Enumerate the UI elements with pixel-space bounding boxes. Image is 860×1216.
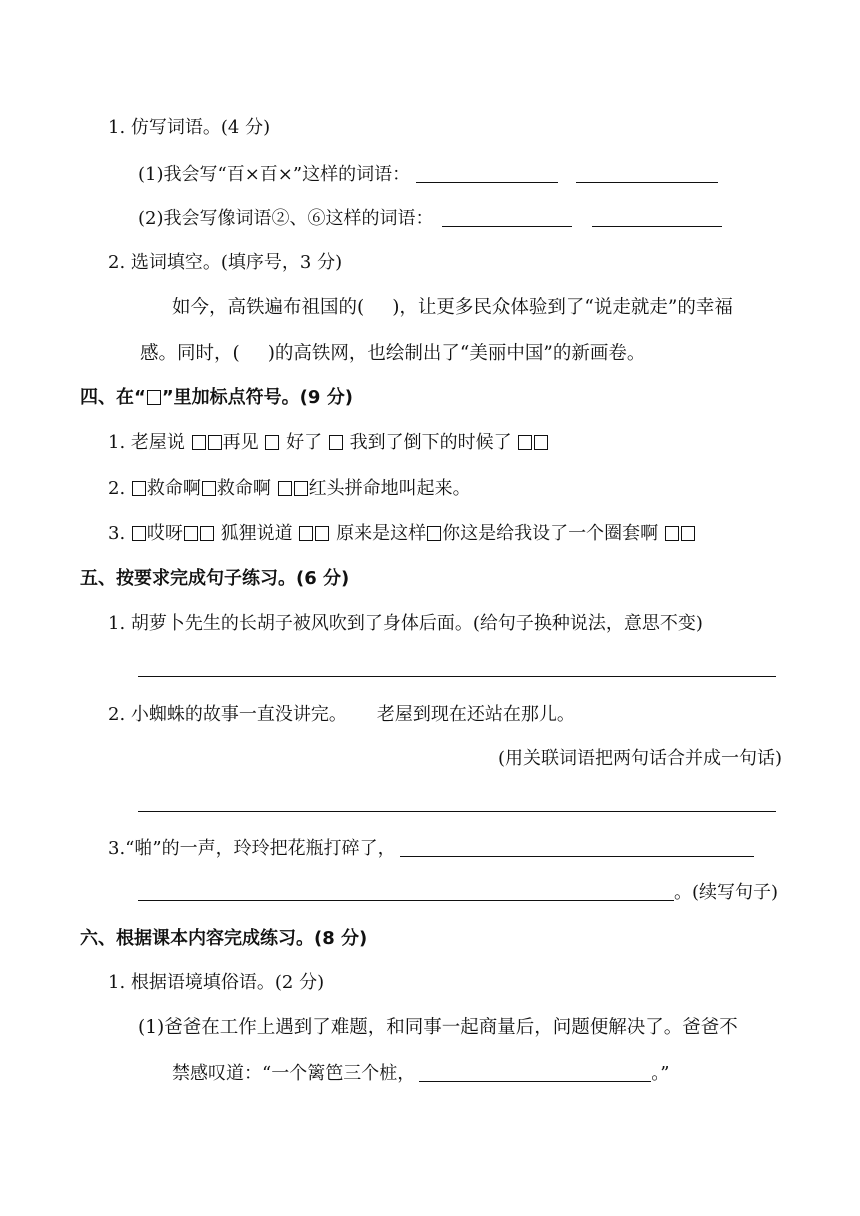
q1-part1 <box>138 162 718 188</box>
sentence-text: 。” <box>651 1063 670 1084</box>
punct-box[interactable] <box>665 526 679 541</box>
sec6-p1-line2 <box>172 1061 669 1087</box>
punct-box[interactable] <box>265 435 279 450</box>
sentence-text: 再见 <box>222 432 259 453</box>
sentence-text: 禁感叹道：“一个篱笆三个桩， <box>172 1063 416 1084</box>
punct-box[interactable] <box>681 526 695 541</box>
sentence-text: 原来是这样 <box>336 523 427 544</box>
answer-blank[interactable] <box>138 882 674 901</box>
sentence-text: 。(续写句子) <box>674 882 779 903</box>
q2-title: 2. 选词填空。(填序号，3 分) <box>108 252 343 273</box>
sentence-text: 好了 <box>286 432 323 453</box>
answer-blank[interactable] <box>576 164 718 183</box>
q2-text: 如今，高铁遍布祖国的( <box>172 297 365 318</box>
section-4-title-a: 四、在“ <box>80 387 146 408</box>
sec4-sentence-1 <box>108 430 549 456</box>
sentence-text: 3.“啪”的一声，玲玲把花瓶打碎了， <box>108 838 396 859</box>
q1-part2-label: (2)我会写像词语②、⑥这样的词语： <box>138 208 434 229</box>
punct-box[interactable] <box>132 526 146 541</box>
punct-box[interactable] <box>192 435 206 450</box>
answer-blank[interactable] <box>400 838 754 857</box>
punct-box[interactable] <box>315 526 329 541</box>
sec4-sentence-3 <box>108 521 696 547</box>
q1-part1-label: (1)我会写“百×百×”这样的词语： <box>138 164 411 185</box>
punct-box[interactable] <box>184 526 198 541</box>
punct-box[interactable] <box>329 435 343 450</box>
sentence-text: 3. <box>108 523 126 544</box>
q2-line1 <box>172 295 733 321</box>
answer-blank[interactable] <box>419 1063 651 1082</box>
punct-box[interactable] <box>202 481 216 496</box>
section-4-title <box>80 385 353 411</box>
sentence-text: 哎呀 <box>146 523 183 544</box>
punct-box[interactable] <box>427 526 441 541</box>
sentence-text: 老屋到现在还站在那儿。 <box>376 704 575 725</box>
q1-part2 <box>138 206 722 232</box>
punct-box[interactable] <box>278 481 292 496</box>
q2-line2 <box>140 341 645 367</box>
punct-box[interactable] <box>299 526 313 541</box>
section-5-title: 五、按要求完成句子练习。(6 分) <box>80 568 350 589</box>
sentence-text: 1. 老屋说 <box>108 432 185 453</box>
sentence-text: 救命啊 <box>216 478 271 499</box>
punct-box[interactable] <box>518 435 532 450</box>
section-4-title-b: ”里加标点符号。(9 分) <box>161 387 353 408</box>
q2-text: )，让更多民众体验到了“说走就走”的幸福 <box>392 297 733 318</box>
sec5-q2 <box>108 702 575 728</box>
sec5-q3 <box>108 836 754 862</box>
answer-line[interactable] <box>138 676 776 677</box>
punct-box[interactable] <box>132 481 146 496</box>
punct-box[interactable] <box>294 481 308 496</box>
sec5-q2-note: (用关联词语把两句话合并成一句话) <box>497 748 782 769</box>
punct-box[interactable] <box>534 435 548 450</box>
sentence-text: 2. 小蜘蛛的故事一直没讲完。 <box>108 704 347 725</box>
sentence-text: 救命啊 <box>146 478 201 499</box>
sec6-p1-line1: (1)爸爸在工作上遇到了难题，和同事一起商量后，问题便解决了。爸爸不 <box>138 1017 738 1038</box>
sec6-q1: 1. 根据语境填俗语。(2 分) <box>108 972 325 993</box>
sentence-text: 狐狸说道 <box>220 523 293 544</box>
sec5-q3-cont <box>138 880 778 906</box>
sec4-sentence-2 <box>108 476 471 502</box>
sec5-q1: 1. 胡萝卜先生的长胡子被风吹到了身体后面。(给句子换种说法，意思不变) <box>108 613 703 634</box>
q2-text: )的高铁网，也绘制出了“美丽中国”的新画卷。 <box>267 343 646 364</box>
answer-blank[interactable] <box>592 208 722 227</box>
answer-blank[interactable] <box>416 164 558 183</box>
sentence-text: 我到了倒下的时候了 <box>349 432 512 453</box>
sentence-text: 你这是给我设了一个圈套啊 <box>442 523 659 544</box>
answer-line[interactable] <box>138 811 776 812</box>
punct-box[interactable] <box>208 435 222 450</box>
q1-title: 1. 仿写词语。(4 分) <box>108 117 271 138</box>
answer-blank[interactable] <box>442 208 572 227</box>
punct-box[interactable] <box>200 526 214 541</box>
sentence-text: 2. <box>108 478 126 499</box>
sentence-text: 红头拼命地叫起来。 <box>308 478 471 499</box>
q2-text: 感。同时，( <box>140 343 240 364</box>
box-icon <box>147 390 161 405</box>
section-6-title: 六、根据课本内容完成练习。(8 分) <box>80 928 368 949</box>
